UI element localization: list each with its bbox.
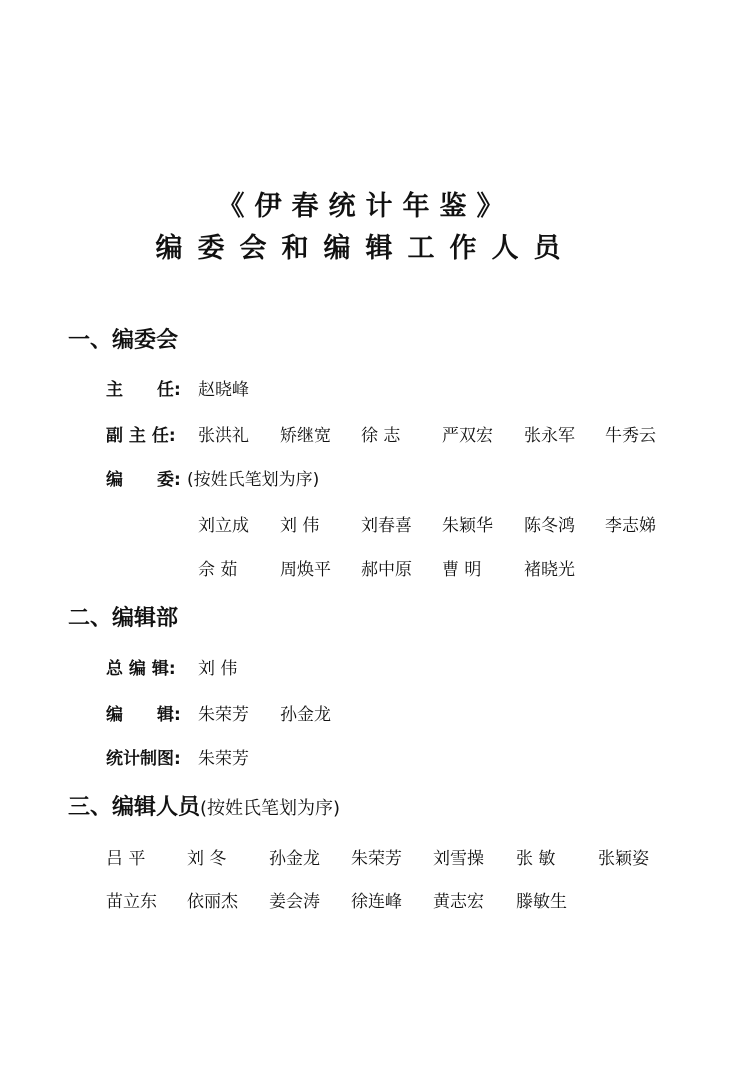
deputy-name: 张永军: [524, 426, 575, 446]
staff-order-note: (按姓氏笔划为序): [200, 798, 341, 819]
member-name: 刘立成: [198, 516, 249, 536]
staff-name: 孙金龙: [269, 849, 320, 869]
member-name: 周焕平: [280, 560, 331, 580]
section-editing-staff-heading: [68, 790, 340, 821]
member-name: 佘 茹: [198, 560, 238, 580]
member-name: 曹 明: [442, 560, 482, 580]
members-order-note: (按姓氏笔划为序): [187, 470, 320, 490]
chart-maker-label: 统计制图:: [106, 749, 181, 769]
chief-editor-name: 刘 伟: [198, 659, 238, 679]
editors-label: 编 辑:: [106, 705, 181, 725]
member-name: 刘 伟: [280, 516, 320, 536]
deputy-name: 严双宏: [442, 426, 493, 446]
staff-name: 张 敏: [516, 849, 556, 869]
deputy-name: 矫继宽: [280, 426, 331, 446]
staff-name: 张颖姿: [598, 849, 649, 869]
director-name: 赵晓峰: [198, 380, 249, 400]
staff-name: 刘 冬: [187, 849, 227, 869]
member-name: 李志娣: [605, 516, 656, 536]
deputy-director-label: 副 主 任:: [106, 426, 176, 446]
editor-name: 朱荣芳: [198, 705, 249, 725]
staff-name: 吕 平: [106, 849, 146, 869]
editor-name: 孙金龙: [280, 705, 331, 725]
staff-name: 姜会涛: [269, 892, 320, 912]
staff-name: 依丽杰: [187, 892, 238, 912]
section-editing-staff-title: 三、编辑人员: [68, 795, 201, 820]
deputy-name: 徐 志: [361, 426, 401, 446]
deputy-name: 牛秀云: [605, 426, 656, 446]
deputy-name: 张洪礼: [198, 426, 249, 446]
staff-name: 苗立东: [106, 892, 157, 912]
member-name: 朱颖华: [442, 516, 493, 536]
member-name: 刘春喜: [361, 516, 412, 536]
staff-name: 徐连峰: [351, 892, 402, 912]
staff-name: 朱荣芳: [351, 849, 402, 869]
chart-maker-name: 朱荣芳: [198, 749, 249, 769]
member-name: 郝中原: [361, 560, 412, 580]
yearbook-title: 《伊春统计年鉴》: [217, 191, 514, 222]
member-name: 陈冬鸿: [524, 516, 575, 536]
members-label: 编 委:: [106, 470, 181, 490]
page-subtitle: 编委会和编辑工作人员: [155, 233, 576, 264]
section-editorial-board-heading: 一、编委会: [68, 328, 179, 353]
member-name: 褚晓光: [524, 560, 575, 580]
staff-name: 刘雪操: [433, 849, 484, 869]
chief-editor-label: 总 编 辑:: [106, 659, 176, 679]
staff-name: 滕敏生: [516, 892, 567, 912]
director-label: 主 任:: [106, 380, 181, 400]
section-editorial-dept-heading: 二、编辑部: [68, 606, 179, 631]
staff-name: 黄志宏: [433, 892, 484, 912]
